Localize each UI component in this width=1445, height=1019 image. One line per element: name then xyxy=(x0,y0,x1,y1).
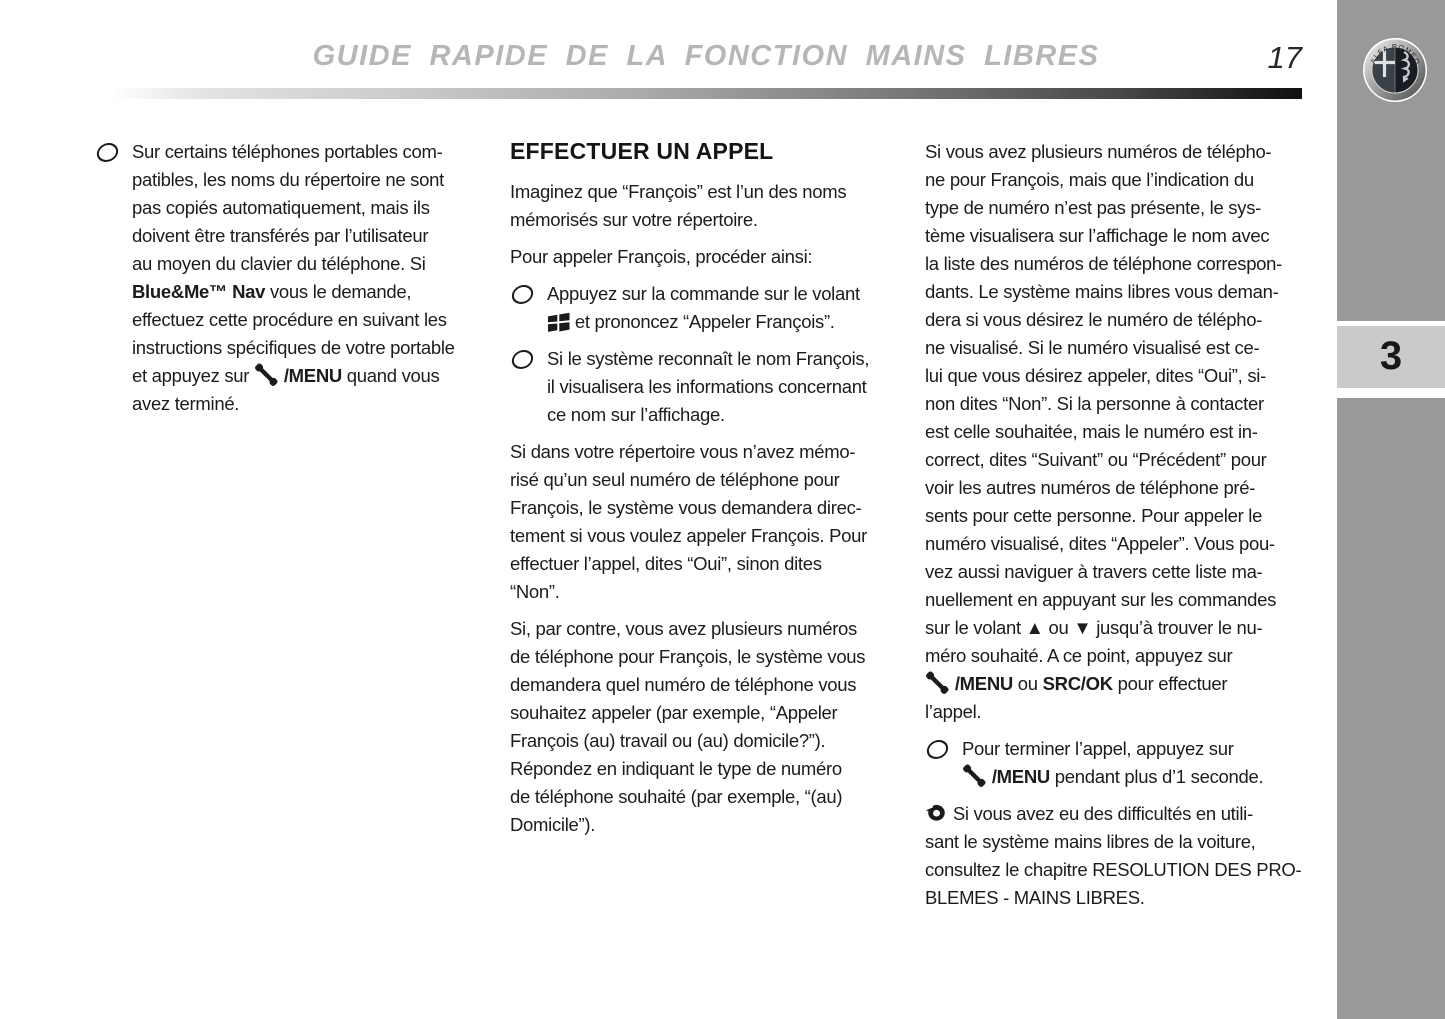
see-chapter-icon xyxy=(925,802,948,824)
bullet-item xyxy=(925,735,1320,791)
bullet-text: Si le système reconnaît le nom François, il visualisera les informations concernant ce nom sur l’affichage. xyxy=(547,348,870,425)
bullet-item xyxy=(510,345,905,429)
open-circle-bullet-icon xyxy=(510,350,534,369)
bullet-marker xyxy=(510,280,547,336)
paragraph: Si vous avez plusieurs numéros de télépho- ne pour François, mais que l’indication du type de numéro n’est pas présente, le sys- tème visualisera sur l’affichage le nom avec la liste des numéros de téléphone correspon- dants. Le système mains libres vous deman- dera si vous désirez le numéro de télépho- ne visualisé. Si le numéro visualisé est ce- lui que vous désirez appeler, dites “Oui”, si- non dites “Non”. Si la personne à contacter est celle souhaitée, mais le numéro est in- correct, dites “Suivant” ou “Précédent” pour voir les autres numéros de téléphone pré- sents pour cette personne. Pour appeler le numéro visualisé, dites “Appeler”. Vous pou- vez aussi naviguer à travers cette liste ma- nuellement en appuyant sur les commandes sur le volant ▲ ou ▼ jusqu’à trouver le nu- méro souhaité. A ce point, appuyez sur /MENU ou SRC/OK pour effectuer l’appel. xyxy=(925,141,1283,722)
logo-rim-text: ALFA ROMEO xyxy=(1370,43,1421,67)
paragraph: Imaginez que “François” est l’un des noms mémorisés sur votre répertoire. xyxy=(510,181,847,230)
phone-menu-icon xyxy=(254,363,279,386)
sidebar-band xyxy=(1337,0,1445,1019)
open-circle-bullet-icon xyxy=(925,740,949,759)
alfa-romeo-logo xyxy=(1362,37,1428,103)
phone-menu-icon xyxy=(962,764,987,787)
bullet-item xyxy=(95,138,490,418)
paragraph: Pour appeler François, procéder ainsi: xyxy=(510,246,813,267)
bullet-text: Sur certains téléphones portables com- patibles, les noms du répertoire ne sont pas copiés automatiquement, mais ils doivent être transférés par l’utilisateur au moyen du clavier du téléphone. Si Blue&Me™ Nav vous le demande, effectuez cette procédure en suivant les instructions spécifiques de votre portable et appuyez sur /MENU quand vous avez terminé. xyxy=(132,141,455,414)
page-title: GUIDE RAPIDE DE LA FONCTION MAINS LIBRES xyxy=(312,40,1100,72)
paragraph: Si, par contre, vous avez plusieurs numéros de téléphone pour François, le système vous demandera quel numéro de téléphone vous souhaitez appeler (par exemple, “Appeler François (au) travail ou (au) domicile?”). Répondez en indiquant le type de numéro de téléphone souhaité (par exemple, “(au) Domicile”). xyxy=(510,618,866,835)
windows-logo-icon xyxy=(547,312,570,332)
bullet-text: Pour terminer l’appel, appuyez sur /MENU pendant plus d’1 seconde. xyxy=(962,738,1264,787)
bullet-text: Appuyez sur la commande sur le volant et prononcez “Appeler François”. xyxy=(547,283,860,332)
page-number: 17 xyxy=(1267,40,1302,75)
phone-menu-icon xyxy=(925,671,950,694)
bullet-marker xyxy=(95,138,132,418)
content-columns xyxy=(95,138,1320,921)
open-circle-bullet-icon xyxy=(95,143,119,162)
bullet-marker xyxy=(925,735,962,791)
note-paragraph: Si vous avez eu des difficultés en utili- sant le système mains libres de la voiture, consultez le chapitre RESOLUTION DES PRO- BLEMES - MAINS LIBRES. xyxy=(925,803,1302,908)
column-2 xyxy=(510,138,905,921)
section-heading: EFFECTUER UN APPEL xyxy=(510,138,774,164)
column-3 xyxy=(925,138,1320,921)
bullet-marker xyxy=(510,345,547,429)
chapter-tab-number: 3 xyxy=(1379,334,1403,378)
chapter-tab xyxy=(1337,321,1445,398)
paragraph: Si dans votre répertoire vous n’avez mémo- risé qu’un seul numéro de téléphone pour François, le système vous demandera direc- tement si vous voulez appeler François. Pour effectuer l’appel, dites “Oui”, sinon dites “Non”. xyxy=(510,441,867,602)
header-divider-rule xyxy=(110,88,1302,99)
column-1 xyxy=(95,138,490,921)
bullet-item xyxy=(510,280,905,336)
open-circle-bullet-icon xyxy=(510,285,534,304)
